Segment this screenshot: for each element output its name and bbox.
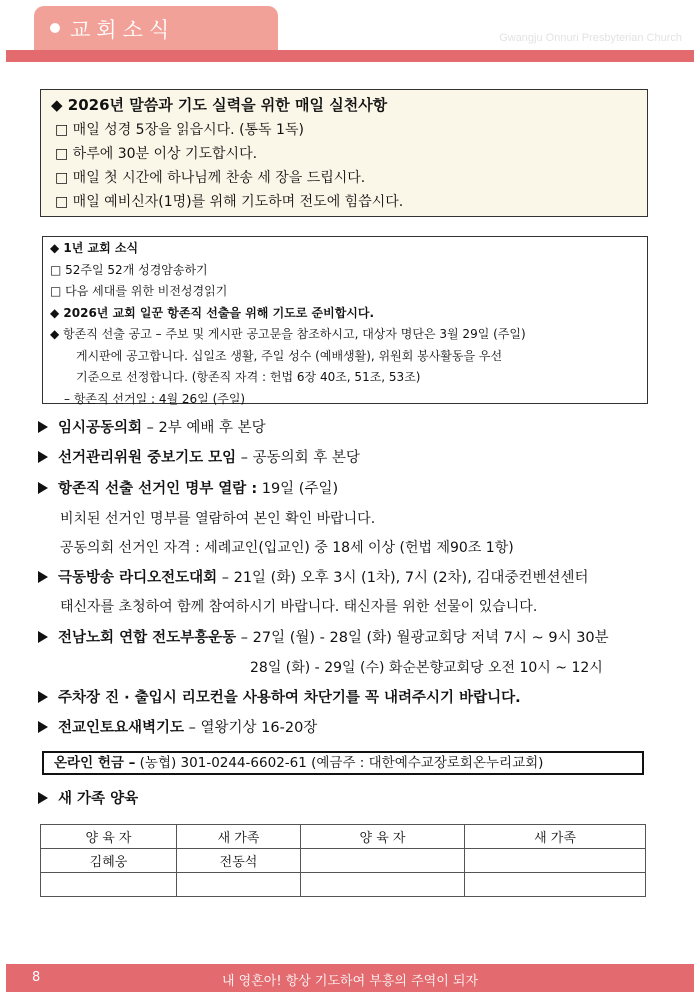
church-news-box	[42, 236, 648, 404]
announcement-item	[38, 568, 588, 588]
news-line: □ 52주일 52개 성경암송하기	[50, 262, 208, 277]
triangle-bullet-icon	[38, 721, 48, 733]
offering-account: (농협) 301-0244-6602-61 (예금주 : 대한예수교장로회온누리교회)	[135, 755, 544, 771]
church-name: Gwangju Onnuri Presbyterian Church	[499, 32, 682, 44]
news-line: 게시판에 공고합니다. 십일조 생활, 주일 성수 (예배생활), 위원회 봉사활동을 우선	[76, 348, 503, 363]
new-family-title: 새 가족 양육	[58, 791, 139, 807]
item-detail: – 2부 예배 후 본당	[142, 420, 266, 436]
practice-item: □ 하루에 30분 이상 기도합시다.	[55, 146, 258, 162]
bullet-icon	[50, 23, 60, 33]
item-detail: – 27일 (월) - 28일 (화) 월광교회당 저녁 7시 ~ 9시 30분	[236, 630, 609, 646]
item-title: 극동방송 라디오전도대회	[58, 570, 218, 586]
news-line: – 항존직 선거일 : 4월 26일 (주일)	[64, 391, 246, 406]
item-subtext: 태신자를 초청하여 함께 참여하시기 바랍니다. 태신자를 위한 선물이 있습니다.	[60, 599, 538, 615]
item-title: 항존직 선출 선거인 명부 열람 :	[58, 481, 258, 497]
table-cell: 김혜웅	[41, 849, 177, 873]
triangle-bullet-icon	[38, 792, 48, 804]
table-header-row	[41, 825, 646, 849]
table-cell	[465, 873, 646, 897]
triangle-bullet-icon	[38, 482, 48, 494]
news-line: ◆ 1년 교회 소식	[50, 241, 139, 255]
triangle-bullet-icon	[38, 691, 48, 703]
table-cell	[465, 849, 646, 873]
item-subtext: 공동의회 선거인 자격 : 세례교인(입교인) 중 18세 이상 (헌법 제90조 1항)	[60, 540, 514, 556]
item-title: 전남노회 연합 전도부흥운동	[58, 630, 237, 646]
table-row	[41, 849, 646, 873]
table-header: 새 가족	[465, 825, 646, 849]
announcement-item	[38, 418, 266, 438]
item-subtext: 비치된 선거인 명부를 열람하여 본인 확인 바랍니다.	[60, 511, 376, 527]
new-family-heading	[38, 789, 138, 809]
item-detail: 19일 (주일)	[257, 481, 339, 497]
practice-title: ◆ 2026년 말씀과 기도 실력을 위한 매일 실천사항	[51, 96, 388, 114]
announcement-item	[38, 688, 521, 708]
item-detail: – 열왕기상 16-20장	[184, 720, 318, 736]
offering-label: 온라인 헌금 –	[54, 755, 136, 771]
triangle-bullet-icon	[38, 451, 48, 463]
table-cell	[301, 873, 465, 897]
footer-slogan: 내 영혼아! 항상 기도하여 부흥의 주역이 되자	[221, 974, 479, 989]
new-family-table	[40, 824, 646, 897]
item-detail: – 21일 (화) 오후 3시 (1차), 7시 (2차), 김대중컨벤션센터	[217, 570, 589, 586]
table-cell	[301, 849, 465, 873]
daily-practice-box	[40, 89, 648, 217]
item-title: 임시공동의회	[58, 420, 143, 436]
header-divider	[6, 50, 694, 62]
section-header-tab	[34, 6, 278, 50]
news-line: 기준으로 선정합니다. (항존직 자격 : 헌법 6장 40조, 51조, 53조)	[76, 370, 421, 384]
announcement-item	[38, 718, 317, 738]
item-title: 주차장 진 · 출입시 리모컨을 사용하여 차단기를 꼭 내려주시기 바랍니다.	[58, 690, 521, 706]
practice-item: □ 매일 예비신자(1명)를 위해 기도하며 전도에 힘씁시다.	[55, 194, 404, 210]
online-offering-box	[42, 751, 644, 775]
news-line: ◆ 항존직 선출 공고 – 주보 및 게시판 공고문을 참조하시고, 대상자 명단은 3월 29일 (주일)	[50, 327, 526, 341]
table-header: 양 육 자	[301, 825, 465, 849]
announcement-item	[38, 628, 609, 648]
news-line: □ 다음 세대를 위한 비전성경읽기	[50, 284, 228, 298]
triangle-bullet-icon	[38, 421, 48, 433]
item-subtext: 28일 (화) - 29일 (수) 화순본향교회당 오전 10시 ~ 12시	[250, 660, 603, 676]
news-line: ◆ 2026년 교회 일꾼 항존직 선출을 위해 기도로 준비합시다.	[50, 305, 375, 320]
table-cell	[177, 873, 301, 897]
triangle-bullet-icon	[38, 631, 48, 643]
item-title: 전교인토요새벽기도	[58, 720, 185, 736]
table-header: 양 육 자	[41, 825, 177, 849]
practice-item: □ 매일 첫 시간에 하나님께 찬송 세 장을 드립시다.	[55, 170, 366, 186]
triangle-bullet-icon	[38, 571, 48, 583]
section-title: 교회소식	[70, 18, 176, 42]
item-title: 선거관리위원 중보기도 모임	[58, 450, 237, 466]
announcement-item	[38, 448, 360, 468]
footer-bar	[6, 964, 694, 992]
practice-item: □ 매일 성경 5장을 읽읍시다. (통독 1독)	[55, 122, 304, 138]
page-number: 8	[32, 970, 41, 985]
item-detail: – 공동의회 후 본당	[236, 450, 360, 466]
table-cell: 전동석	[177, 849, 301, 873]
table-cell	[41, 873, 177, 897]
announcement-item	[38, 479, 338, 499]
table-header: 새 가족	[177, 825, 301, 849]
table-row	[41, 873, 646, 897]
